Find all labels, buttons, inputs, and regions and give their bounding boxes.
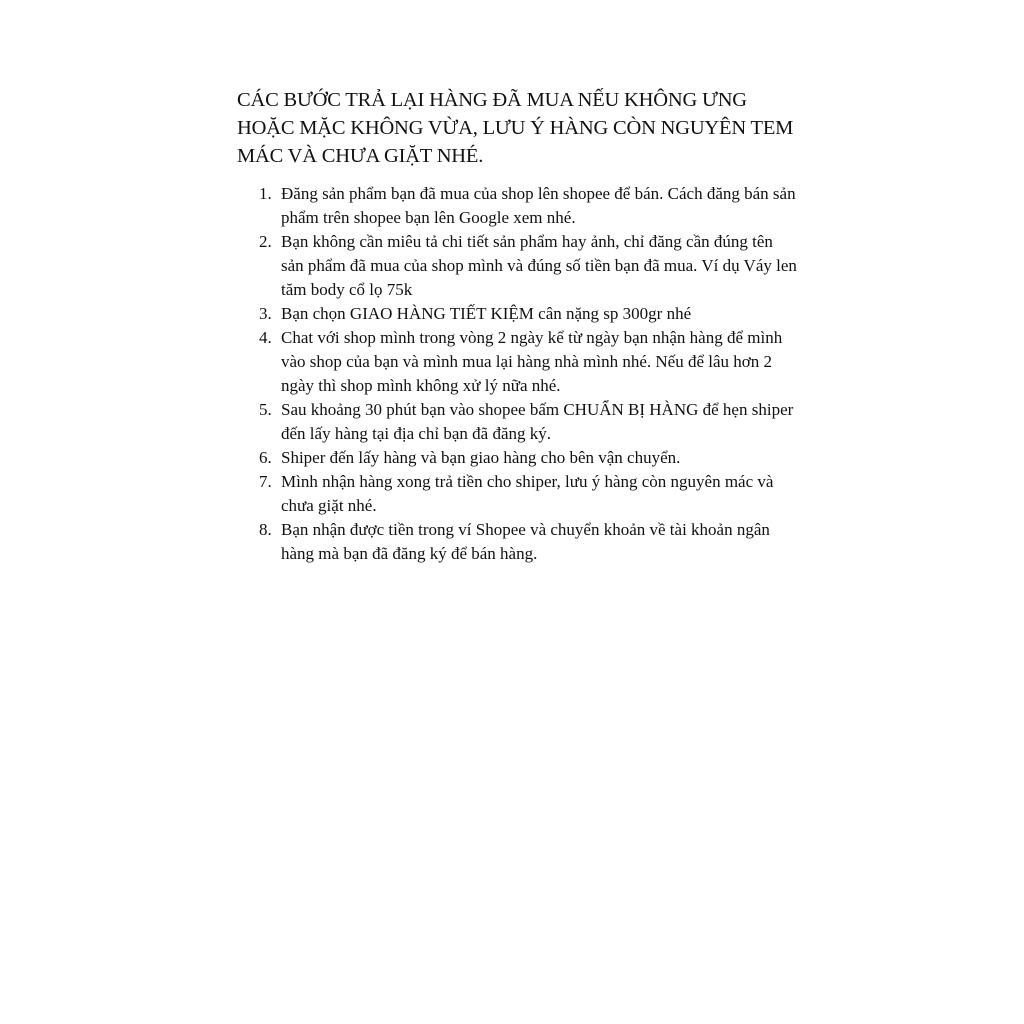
list-item [237,398,797,446]
list-item [237,518,797,566]
list-item [237,302,797,326]
step-number: 6. [259,448,272,467]
step-number: 8. [259,520,272,539]
step-text: Bạn nhận được tiền trong ví Shopee và chuyển khoản về tài khoản ngân hàng mà bạn đã đăng ký để bán hàng. [281,520,770,563]
step-text: Đăng sản phẩm bạn đã mua của shop lên shopee để bán. Cách đăng bán sản phẩm trên shopee bạn lên Google xem nhé. [281,184,796,227]
list-item [237,446,797,470]
step-number: 5. [259,400,272,419]
document [237,86,797,566]
step-number: 4. [259,328,272,347]
step-text: Sau khoảng 30 phút bạn vào shopee bấm CHUẨN BỊ HÀNG để hẹn shiper đến lấy hàng tại địa chỉ bạn đã đăng ký. [281,400,794,443]
document-title: CÁC BƯỚC TRẢ LẠI HÀNG ĐÃ MUA NẾU KHÔNG ƯNG HOẶC MẶC KHÔNG VỪA, LƯU Ý HÀNG CÒN NGUYÊN TEM MÁC VÀ CHƯA GIẶT NHÉ. [237,89,794,167]
steps-list [237,182,797,566]
step-text: Bạn không cần miêu tả chi tiết sản phẩm hay ảnh, chỉ đăng cần đúng tên sản phẩm đã mua của shop mình và đúng số tiền bạn đã mua. Ví dụ Váy len tăm body cổ lọ 75k [281,232,797,299]
step-text: Shiper đến lấy hàng và bạn giao hàng cho bên vận chuyển. [281,448,681,467]
step-number: 3. [259,304,272,323]
step-number: 2. [259,232,272,251]
list-item [237,182,797,230]
step-text: Bạn chọn GIAO HÀNG TIẾT KIỆM cân nặng sp 300gr nhé [281,304,692,323]
list-item [237,326,797,398]
step-text: Chat với shop mình trong vòng 2 ngày kể từ ngày bạn nhận hàng để mình vào shop của bạn và mình mua lại hàng nhà mình nhé. Nếu để lâu hơn 2 ngày thì shop mình không xử lý nữa nhé. [281,328,783,395]
step-number: 7. [259,472,272,491]
step-number: 1. [259,184,272,203]
list-item [237,470,797,518]
step-text: Mình nhận hàng xong trả tiền cho shiper, lưu ý hàng còn nguyên mác và chưa giặt nhé. [281,472,774,515]
list-item [237,230,797,302]
